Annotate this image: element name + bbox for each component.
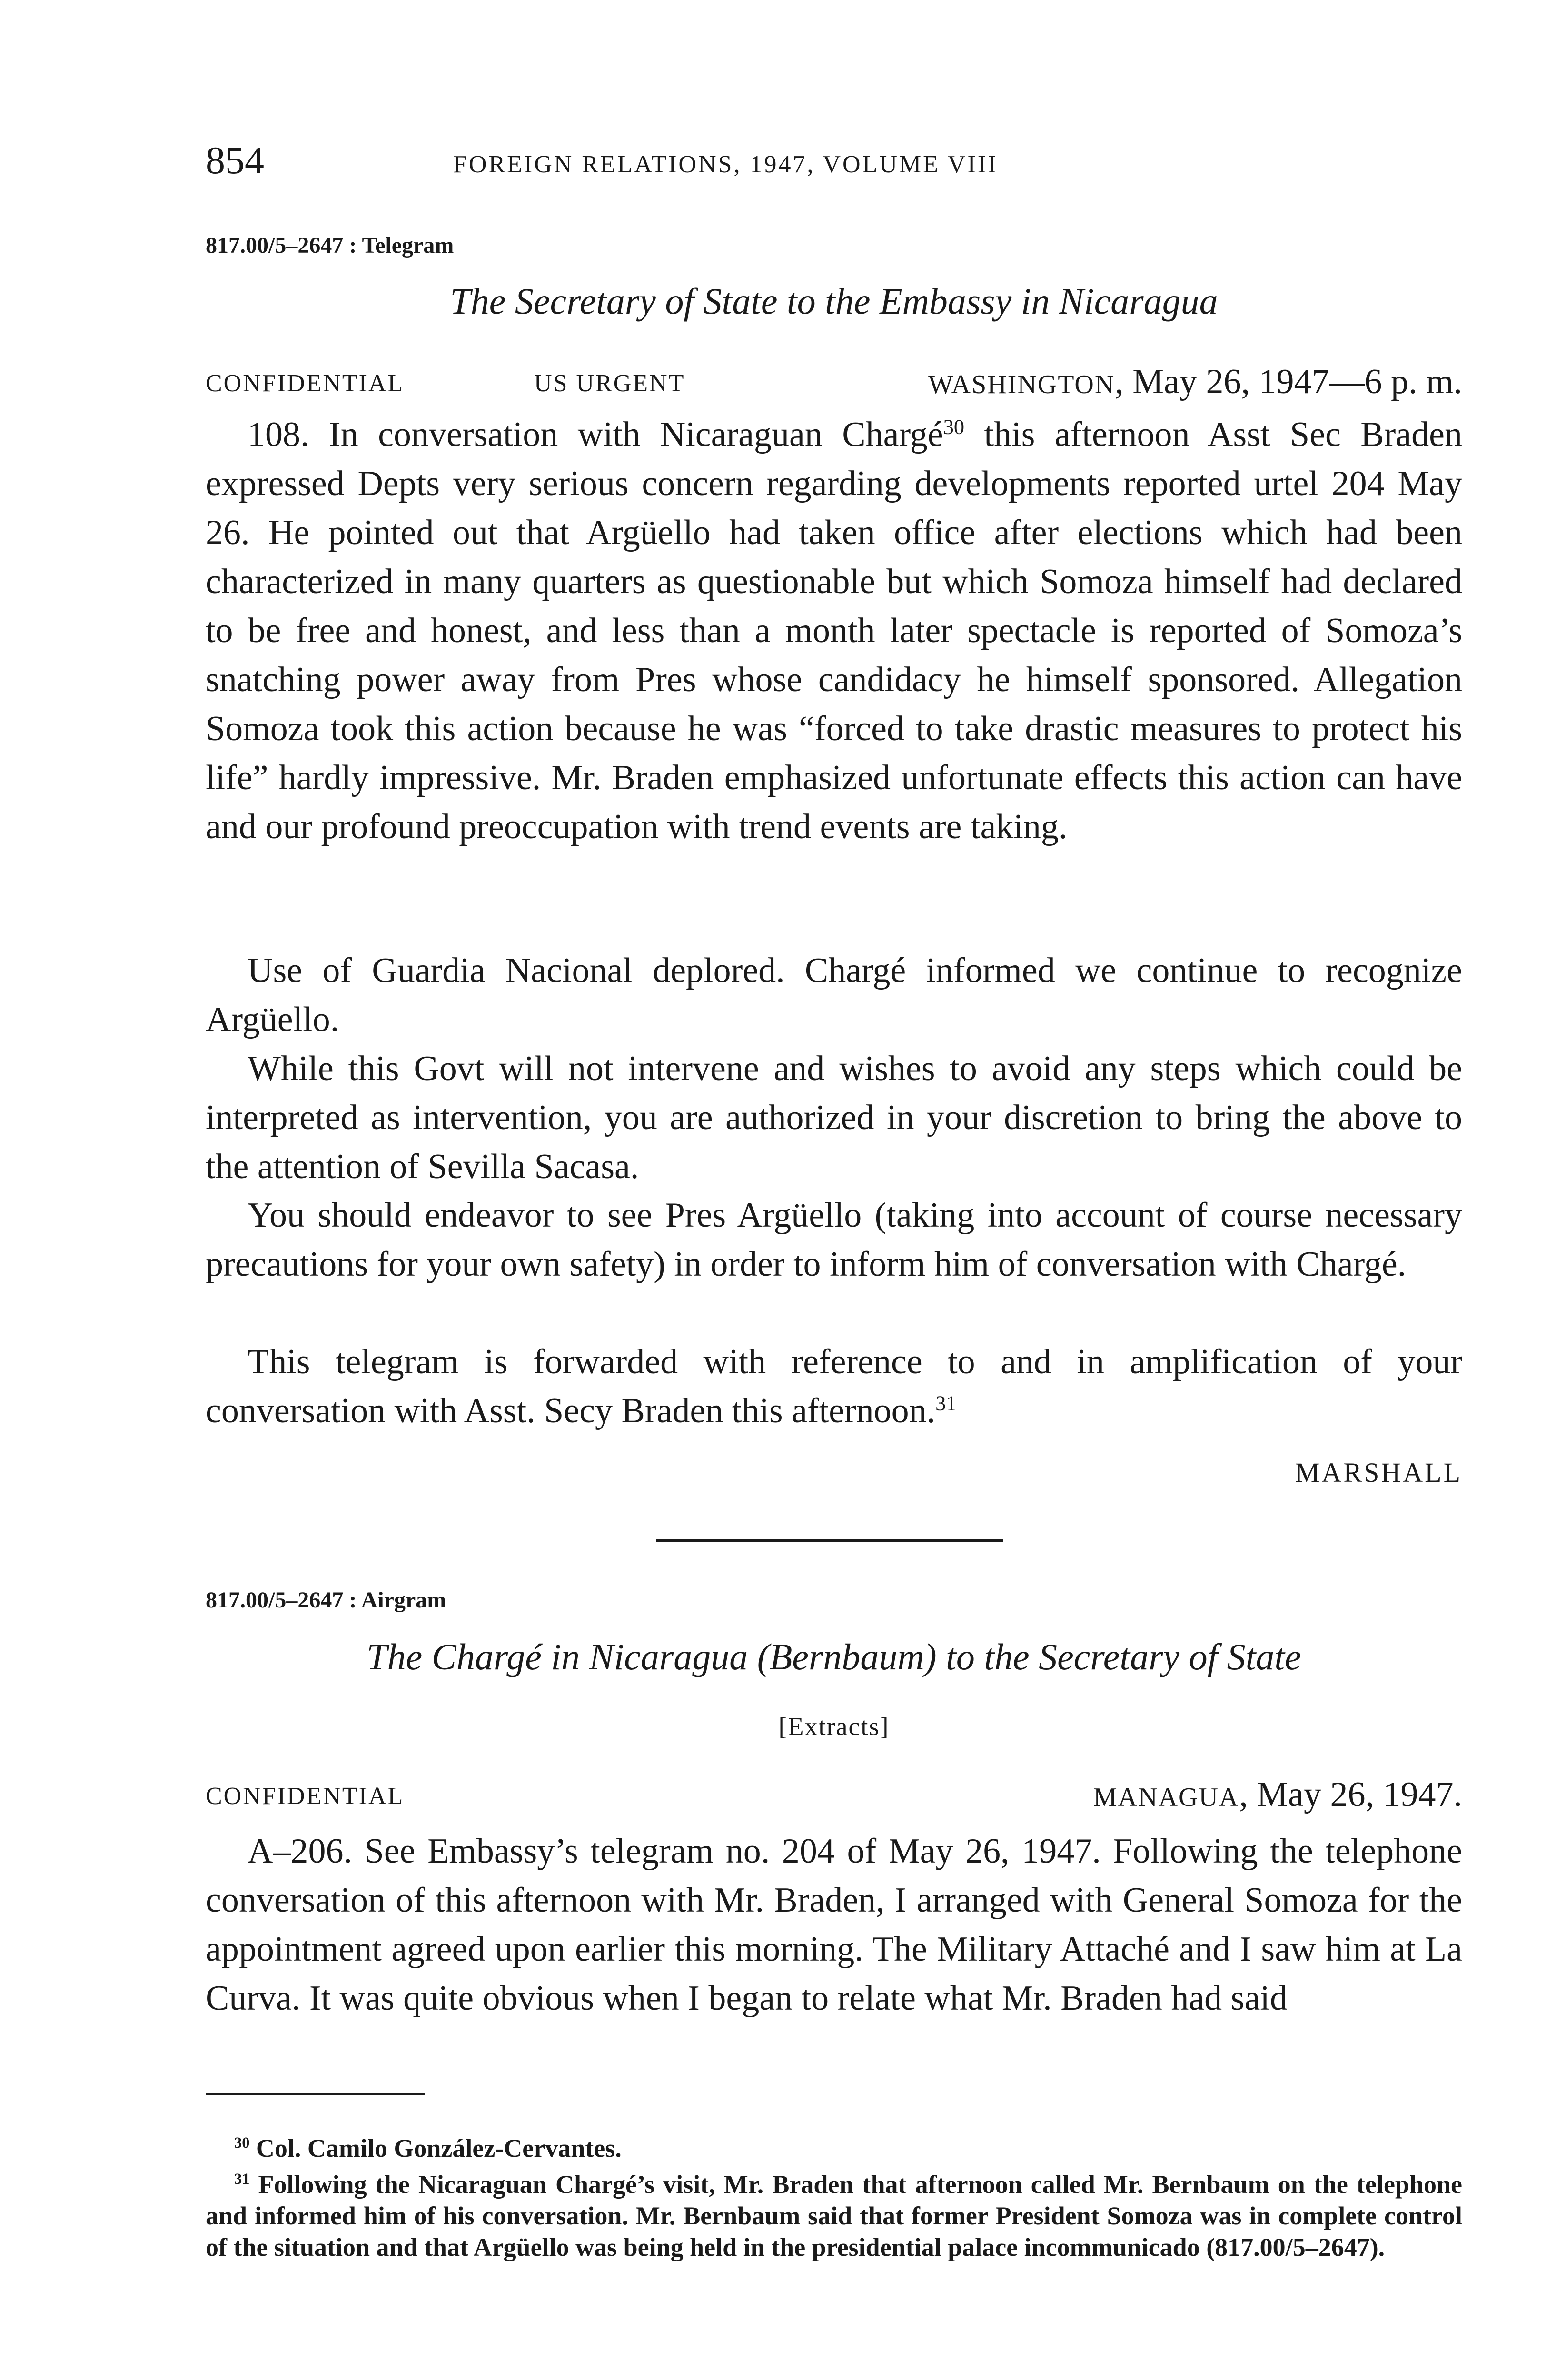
airgram-meta-line [206,1775,1462,1822]
airgram-paragraph-1: A–206. See Embassy’s telegram no. 204 of May 26, 1947. Following the telephone conversation of this afternoon with Mr. Braden, I arranged with General Somoza for the appointment agreed upon earlier this morning. The Military Attaché and I saw him at La Curva. It was quite obvious when I began to relate what Mr. Braden had said [206,1832,1462,2018]
footnote-number: 30 [234,2134,250,2152]
dateline-place: WASHINGTON [928,370,1115,399]
signature: MARSHALL [1295,1457,1462,1488]
file-id-telegram: 817.00/5–2647 : Telegram [206,233,454,258]
telegram-paragraph-3: While this Govt will not intervene and wishes to avoid any steps which could be interpreted as intervention, you are authorized in your discretion to bring the above to the attention of Sevilla Sacasa. [206,1049,1462,1186]
telegram-meta-line [206,362,1462,409]
section-divider [656,1539,1003,1542]
paragraph-text: This telegram is forwarded with reference to and in amplification of your conversation with Asst. Secy Braden this afternoon. [206,1342,1462,1430]
document-title-airgram: The Chargé in Nicaragua (Bernbaum) to the Secretary of State [367,1636,1301,1677]
page-header [206,138,1462,195]
paragraph-text: 108. In conversation with Nicaraguan Chargé [248,415,943,454]
footnote-text: Col. Camilo González-Cervantes. [249,2134,622,2162]
telegram-paragraph-2: Use of Guardia Nacional deplored. Chargé informed we continue to recognize Argüello. [206,951,1462,1039]
footnote-30 [206,2132,1462,2164]
dateline-date: , May 26, 1947. [1239,1775,1462,1814]
dateline-place: MANAGUA [1093,1783,1239,1812]
telegram-paragraph-5 [206,1338,1462,1436]
classification-mark: CONFIDENTIAL [206,370,405,397]
extracts-label: [Extracts] [778,1712,890,1741]
dateline [928,362,1462,402]
document-title-telegram: The Secretary of State to the Embassy in Nicaragua [450,280,1218,322]
running-head: FOREIGN RELATIONS, 1947, VOLUME VIII [453,151,998,178]
footnote-number: 31 [234,2171,250,2188]
priority-mark: US URGENT [534,370,685,397]
footnote-31 [206,2169,1462,2263]
footnote-ref-30: 30 [943,415,965,439]
page-number: 854 [206,139,264,182]
telegram-paragraph-4: You should endeavor to see Pres Argüello (taking into account of course necessary precautions for your own safety) in order to inform him of conversation with Chargé. [206,1196,1462,1284]
telegram-paragraph-1 [206,410,1462,852]
file-id-airgram: 817.00/5–2647 : Airgram [206,1587,446,1613]
footnote-ref-31: 31 [935,1391,957,1415]
paragraph-text-continued: this afternoon Asst Sec Braden expressed Depts very serious concern regarding developments reported urtel 204 May 26. He pointed out that Argüello had taken office after elections which had been characterized in many quarters as questionable but which Somoza himself had declared to be free and honest, and less than a month later spectacle is reported of Somoza’s snatching power away from Pres whose candidacy he himself sponsored. Allegation Somoza took this action because he was “forced to take drastic measures to protect his life” hardly impressive. Mr. Braden emphasized unfortunate effects this action can have and our profound preoccupation with trend events are taking. [206,415,1462,846]
dateline [1093,1775,1462,1815]
footnote-rule [206,2093,425,2095]
classification-mark: CONFIDENTIAL [206,1783,405,1810]
dateline-date: , May 26, 1947—6 p. m. [1115,362,1462,401]
footnote-text: Following the Nicaraguan Chargé’s visit, Mr. Braden that afternoon called Mr. Bernbaum on the telephone and informed him of his conversation. Mr. Bernbaum said that former President Somoza was in complete control of the situation and that Argüello was being held in the presidential palace incommunicado (817.00/5–2647). [206,2170,1462,2261]
